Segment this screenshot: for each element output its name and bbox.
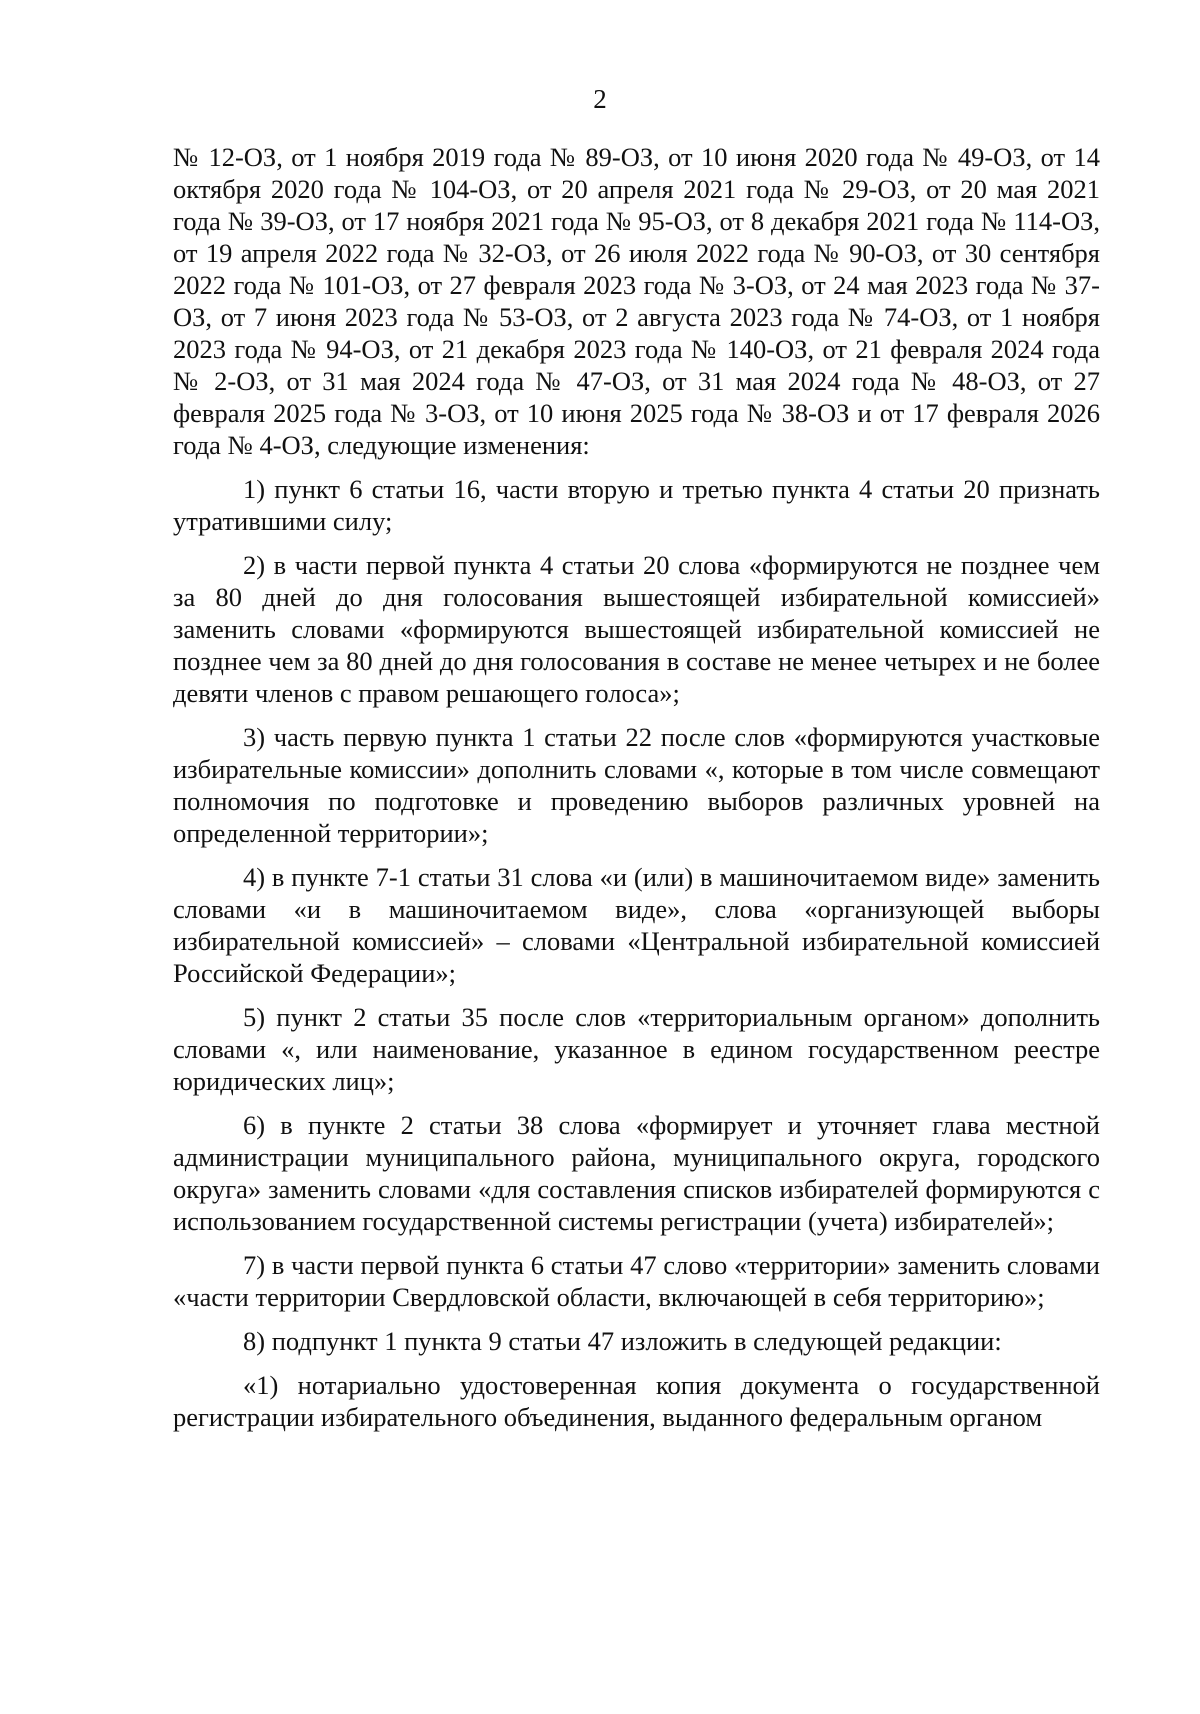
amendment-item-4: 4) в пункте 7-1 статьи 31 слова «и (или) в машиночитаемом виде» заменить словами «и в машиночитаемом виде», слова «организующей выборы избирательной комиссией» – словами «Центральной избирательной комиссией Российской Федерации»; — [173, 862, 1100, 988]
document-body — [173, 141, 1100, 1433]
amendment-item-5: 5) пункт 2 статьи 35 после слов «территориальным органом» дополнить словами «, или наименование, указанное в едином государственном реестре юридических лиц»; — [173, 1002, 1100, 1096]
amendment-item-7: 7) в части первой пункта 6 статьи 47 слово «территории» заменить словами «части территории Свердловской области, включающей в себя территорию»; — [173, 1250, 1100, 1312]
amendment-item-8: 8) подпункт 1 пункта 9 статьи 47 изложить в следующей редакции: — [243, 1326, 1002, 1356]
new-subpoint-text: «1) нотариально удостоверенная копия документа о государственной регистрации избирательного объединения, выданного федеральным органом — [173, 1370, 1100, 1432]
amendment-item-6: 6) в пункте 2 статьи 38 слова «формирует и уточняет глава местной администрации муниципального района, муниципального округа, городского округа» заменить словами «для составления списков избирателей формируются с использованием государственной системы регистрации (учета) избирателей»; — [173, 1110, 1100, 1236]
amendment-item-1: 1) пункт 6 статьи 16, части вторую и третью пункта 4 статьи 20 признать утратившими силу; — [173, 474, 1100, 536]
intro-paragraph: № 12-ОЗ, от 1 ноября 2019 года № 89-ОЗ, от 10 июня 2020 года № 49-ОЗ, от 14 октября 2020 года № 104-ОЗ, от 20 апреля 2021 года № 29-ОЗ, от 20 мая 2021 года № 39-ОЗ, от 17 ноября 2021 года № 95-ОЗ, от 8 декабря 2021 года № 114-ОЗ, от 19 апреля 2022 года № 32-ОЗ, от 26 июля 2022 года № 90-ОЗ, от 30 сентября 2022 года № 101-ОЗ, от 27 февраля 2023 года № 3-ОЗ, от 24 мая 2023 года № 37-ОЗ, от 7 июня 2023 года № 53-ОЗ, от 2 августа 2023 года № 74-ОЗ, от 1 ноября 2023 года № 94-ОЗ, от 21 декабря 2023 года № 140-ОЗ, от 21 февраля 2024 года № 2-ОЗ, от 31 мая 2024 года № 47-ОЗ, от 31 мая 2024 года № 48-ОЗ, от 27 февраля 2025 года № 3-ОЗ, от 10 июня 2025 года № 38-ОЗ и от 17 февраля 2026 года № 4-ОЗ, следующие изменения: — [173, 142, 1100, 460]
amendment-item-2: 2) в части первой пункта 4 статьи 20 слова «формируются не позднее чем за 80 дней до дня голосования вышестоящей избирательной комиссией» заменить словами «формируются вышестоящей избирательной комиссией не позднее чем за 80 дней до дня голосования в составе не менее четырех и не более девяти членов с правом решающего голоса»; — [173, 550, 1100, 708]
page-number: 2 — [593, 84, 607, 114]
amendment-item-3: 3) часть первую пункта 1 статьи 22 после слов «формируются участковые избирательные комиссии» дополнить словами «, которые в том числе совмещают полномочия по подготовке и проведению выборов различных уровней на определенной территории»; — [173, 722, 1100, 848]
